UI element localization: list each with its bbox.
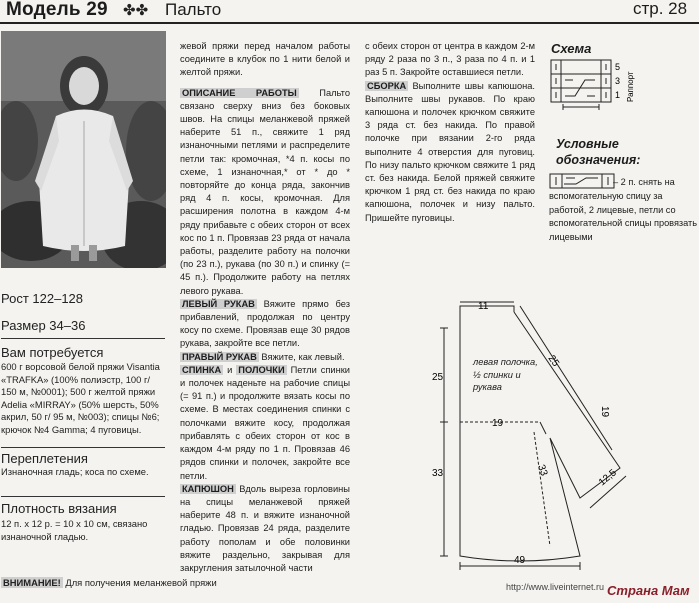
dim-label: 49 bbox=[514, 555, 526, 566]
page-number: стр. 28 bbox=[633, 0, 688, 18]
size-label: Размер 34–36 bbox=[1, 318, 86, 333]
gauge-title: Плотность вязания bbox=[1, 501, 117, 516]
garment-title: Пальто bbox=[165, 0, 222, 19]
legend-text: – 2 п. снять на вспомогательную спицу за работой, 2 лицевые, петли со вспомогательной спицы провязать лицевыми bbox=[549, 177, 698, 243]
dim-label: 25 bbox=[545, 353, 561, 369]
divider bbox=[1, 496, 165, 497]
dim-label: 12,5 bbox=[596, 467, 619, 489]
warning-label: ВНИМАНИЕ! bbox=[3, 577, 61, 588]
intro-text: жевой пряжи перед началом работы соедините в клубок по 1 нити белой и желтой пряжи. bbox=[180, 41, 350, 78]
model-title: Модель 29 bbox=[6, 0, 108, 20]
source-url: http://www.liveinternet.ru bbox=[506, 582, 605, 592]
height-label: Рост 122–128 bbox=[1, 291, 84, 306]
section-assembly-label: СБОРКА bbox=[367, 80, 407, 91]
section-right-sleeve-text: Вяжите, как левый. bbox=[261, 351, 345, 362]
section-description-label: ОПИСАНИЕ РАБОТЫ bbox=[182, 87, 297, 98]
garment-schematic bbox=[430, 298, 630, 588]
chart-row-number: 1 bbox=[615, 90, 621, 100]
section-left-sleeve-label: ЛЕВЫЙ РУКАВ bbox=[182, 298, 255, 309]
dim-label: 33 bbox=[535, 463, 550, 478]
diagram-label: левая полочка, ½ спинки и рукава bbox=[473, 357, 538, 392]
section-hood-label: КАПЮШОН bbox=[182, 483, 234, 494]
dim-label: 19 bbox=[599, 406, 610, 418]
patterns-title: Переплетения bbox=[1, 451, 88, 466]
warning-note bbox=[1, 577, 217, 590]
section-back-text: Петли спинки и полочек наденьте на рабочие спицы (= 91 п.) и продолжите вязать косы по схеме. В местах соединения спинки с полочками вяжите косу, продолжая прибавлять с обеих сторон от кос в каждом 4-м ряду по 1 п. Провязав 46 рядов спинки и полочек, закройте все петли. bbox=[180, 364, 351, 481]
section-back-conj: и bbox=[227, 364, 233, 375]
dim-label: 33 bbox=[432, 468, 444, 479]
warning-text: Для получения меланжевой пряжи bbox=[65, 577, 217, 588]
hood-continuation-text: с обеих сторон от центра в каждом 2-м ряду 2 раза по 3 п., 3 раза по 4 п. и 1 раз 5 п. Закройте оставшиеся петли. bbox=[365, 41, 535, 78]
rapport-label: Раппорт bbox=[626, 71, 635, 102]
divider bbox=[1, 338, 165, 339]
section-description-text: Пальто связано сверху вниз без боковых швов. На спицы меланжевой пряжей наберите 51 п., свяжите 1 ряд изнаночными петлями и распределите петли так: кромочная, *4 п. косы по схеме, 1 изнаночная,* от * до * повторяйте до конца ряда, закончив ряд 4 п. косы, кромочная. Для расширения полотна в каждом 4-м ряду прибавьте с обеих сторон от всех кос по 1 п. Провязав 23 ряда от начала работы, разделите работу на полочки (по 23 п.), рукава (по 30 п.) и спинку (= 45 п.). Продолжите работу на петлях левого рукава. bbox=[180, 87, 350, 296]
section-hood-text: Вдоль выреза горловины на спицы меланжевой пряжей наберите 48 п. и вяжите изнаночной гладью. Провязав 24 ряда, разделите работу пополам и обе половинки вяжите раздельно, закрывая для закругления затылочной части bbox=[180, 483, 350, 573]
child-coat-photo bbox=[1, 31, 166, 268]
section-back-label: СПИНКА bbox=[182, 364, 222, 375]
section-right-sleeve-label: ПРАВЫЙ РУКАВ bbox=[182, 351, 257, 362]
dim-label: 19 bbox=[492, 418, 504, 429]
site-logo: Страна Мам bbox=[607, 583, 690, 598]
section-left-sleeve-text: Вяжите прямо без прибавлений, продолжая по центру косу по схеме. Провязав еще 30 рядов рукава, закройте все петли. bbox=[180, 298, 350, 349]
chart-row-number: 3 bbox=[615, 76, 621, 86]
gauge-text: 12 п. х 12 р. = 10 х 10 см, связано изнаночной гладью. bbox=[1, 518, 148, 542]
dim-label: 11 bbox=[478, 301, 489, 312]
stitch-chart bbox=[549, 56, 649, 112]
materials-title: Вам потребуется bbox=[1, 345, 104, 360]
legend-title: Условные обозначения: bbox=[556, 137, 641, 167]
decor-ornament: ✤✤ bbox=[123, 2, 149, 19]
divider bbox=[1, 447, 165, 448]
photo-illustration bbox=[1, 31, 166, 268]
patterns-text: Изнаночная гладь; коса по схеме. bbox=[1, 466, 149, 477]
instructions-column-2 bbox=[180, 40, 350, 575]
dim-label: 25 bbox=[432, 372, 444, 383]
instructions-column-3 bbox=[365, 40, 535, 225]
section-fronts-label: ПОЛОЧКИ bbox=[238, 364, 285, 375]
scheme-title: Схема bbox=[551, 41, 592, 56]
section-assembly-text: Выполните швы капюшона. Выполните швы рукавов. По краю капюшона и полочек крючком свяжите 3 ряда ст. без накида. По правой полочке при вязании 2-го ряда выполните 4 отверстия для пуговиц. По низу пальто крючком свяжите 1 ряд ст. без накида. Белой пряжей свяжите крючком 1 ряд ст. без накида по краю капюшона, полочек и низу пальто. Пришейте пуговицы. bbox=[365, 80, 535, 223]
chart-row-number: 5 bbox=[615, 62, 621, 72]
materials-text: 600 г ворсовой белой пряжи Visantia «TRAFKA» (100% полиэстр, 100 г/ 150 м, №0001); 500 г желтой пряжи Adelia «MIRRAY» (50% шерсть, 50% акрил, 50 г/ 95 м, №003); спицы №6; крючок №4 Gamma; 4 пуговицы. bbox=[1, 361, 160, 435]
